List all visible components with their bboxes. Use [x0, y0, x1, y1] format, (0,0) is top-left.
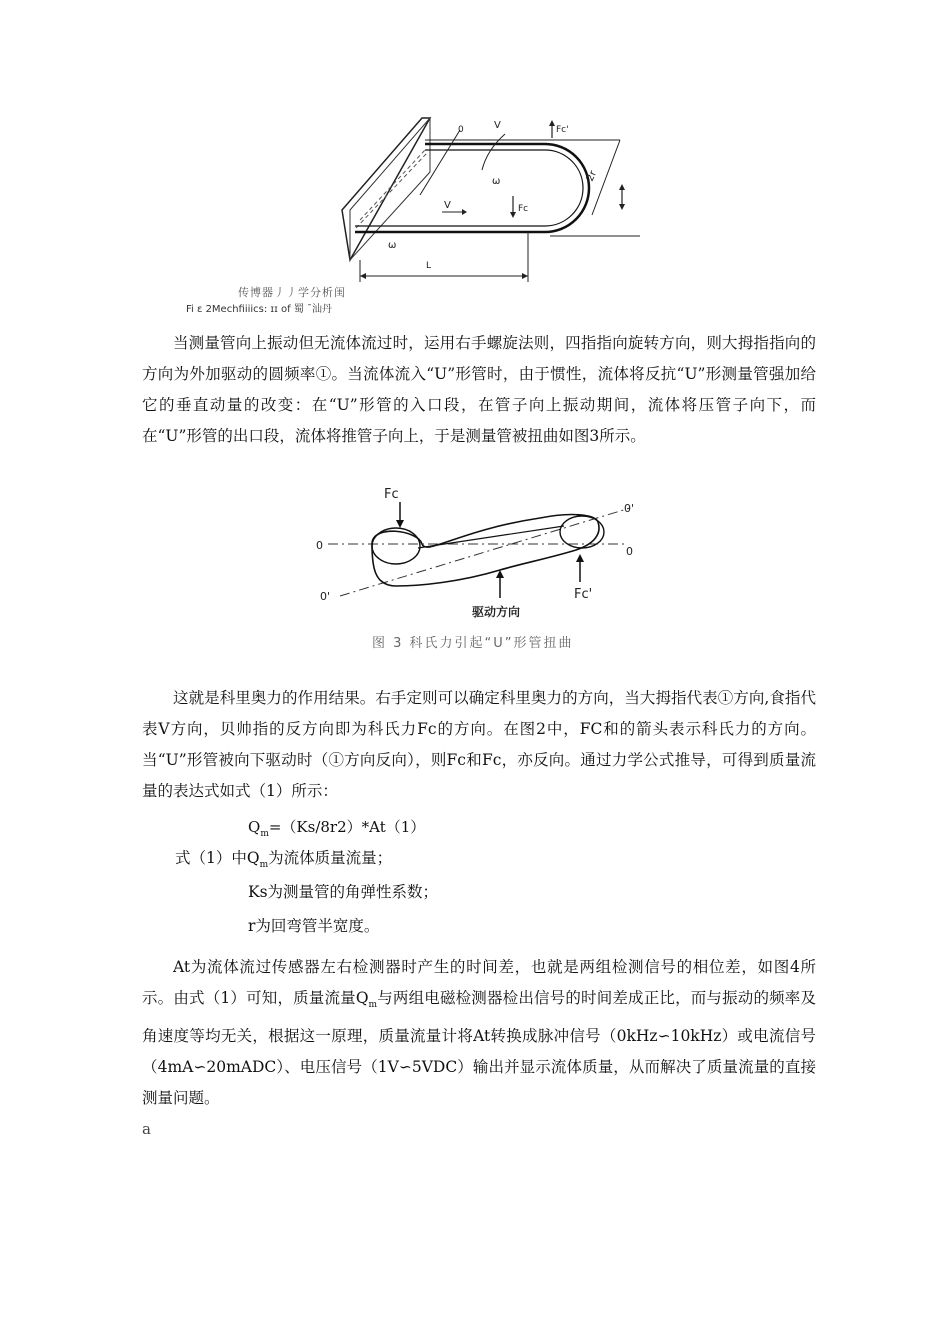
paragraph-1 — [142, 328, 816, 452]
formula-rest: =（Ks/8r2）*At（1） — [268, 818, 426, 836]
paragraph-3-part-1: At为流体流过传感器左右检测器时产生的时间差，也就是两组检测信号的相位差，如图4所示。由式（1）可知，质量流量Q — [142, 958, 816, 1007]
fc-prime-up-arrowhead — [576, 554, 584, 562]
twisted-u-tube — [372, 515, 599, 586]
figure-2-svg — [330, 110, 650, 300]
figure-2-caption-line-2: Fi ε 2Mechfiiiics: ɪɪ of 蜀 ˉ汕丹 — [186, 304, 333, 315]
figure-3-caption: 图 3 科氏力引起“U”形管扭曲 — [372, 636, 574, 651]
label-fc-top: Fc — [384, 487, 399, 502]
paragraph-3-part-2: 与两组电磁检测器检出信号的时间差成正比，而与振动的频率及角速度等均无关，根据这一原理，质量流量计将At转换成脉冲信号（0kHz∽10kHz）或电流信号（4mA∽20mADC）、电压信号（1V∽5VDC）输出并显示流体质量，从而解决了质量流量的直接测量问题。 — [142, 989, 816, 1108]
vibration-arrowhead-up — [619, 184, 625, 190]
definition-qm-suffix: 为流体质量流量； — [268, 849, 393, 867]
label-o-prime-top: 0' — [624, 502, 635, 515]
fc-down-arrowhead — [396, 520, 404, 528]
paragraph-3-subscript: m — [368, 1000, 378, 1011]
label-fc-prime-bottom: Fc' — [574, 587, 593, 602]
figure-2-diagram — [330, 110, 650, 300]
label-o-right: 0 — [626, 545, 633, 558]
fc-arrowhead — [510, 212, 516, 218]
formula-q-subscript: m — [260, 829, 269, 839]
definition-qm-subscript: m — [259, 860, 269, 871]
label-length: L — [426, 261, 432, 271]
u-tube-bend-inner — [545, 150, 583, 226]
fc-prime-arrowhead — [549, 120, 555, 126]
paragraph-3 — [142, 952, 816, 1114]
label-omega-bottom: ω — [388, 240, 397, 251]
vibration-arrowhead-down — [619, 204, 625, 210]
label-drive-direction: 驱动方向 — [472, 605, 521, 619]
tube-outlet-end — [560, 516, 604, 548]
definition-qm — [175, 846, 392, 870]
label-fc-prime: Fc' — [556, 125, 569, 135]
label-o-left: 0 — [316, 539, 323, 552]
paragraph-2-text: 这就是科里奥力的作用结果。右手定则可以确定科里奥力的方向，当大拇指代表①方向,食指代表V方向，贝帅指的反方向即为科氏力Fc的方向。在图2中，FC和的箭头表示科氏力的方向。当“U”形管被向下驱动时（①方向反向），则Fc和Fc，亦反向。通过力学公式推导，可得到质量流量的表达式如式（1）所示： — [142, 689, 816, 800]
mounting-plate — [342, 118, 430, 260]
label-v-top: V — [494, 120, 501, 131]
definition-r: r为回弯管半宽度。 — [248, 917, 380, 935]
label-v-bottom: V — [444, 200, 451, 211]
paragraph-3-text — [142, 952, 816, 1114]
label-o-prime-bottom: 0' — [320, 590, 331, 603]
tube-inlet-end — [372, 528, 420, 564]
dimension-arrowhead-left — [360, 273, 366, 279]
v-bottom-arrowhead — [462, 209, 467, 215]
dimension-arrowhead-right — [522, 273, 528, 279]
figure-2-caption-line-1: 传博器丿丿学分析闺 — [238, 286, 346, 299]
label-2r: 2r — [584, 169, 600, 184]
paragraph-1-text: 当测量管向上振动但无流体流过时，运用右手螺旋法则，四指指向旋转方向，则大拇指指向的方向为外加驱动的圆频率①。当流体流入“U”形管时，由于惯性，流体将反抗“U”形测量管强加给它的垂直动量的改变：在“U”形管的入口段，在管子向上振动期间，流体将压管子向下，而在“U”形管的出口段，流体将推管子向上，于是测量管被扭曲如图3所示。 — [142, 334, 816, 445]
paragraph-2 — [142, 683, 816, 807]
stray-character: a — [142, 1120, 151, 1138]
label-fc: Fc — [518, 204, 529, 214]
definition-qm-prefix: 式（1）中Q — [175, 849, 260, 867]
label-o: 0 — [458, 125, 464, 135]
mass-flow-formula — [248, 816, 425, 839]
tube-inner-line — [418, 526, 564, 548]
label-omega-mid: ω — [492, 176, 501, 187]
v-top-curve — [482, 134, 505, 170]
definition-ks: Ks为测量管的角弹性系数； — [248, 883, 439, 901]
formula-q: Q — [248, 818, 261, 836]
